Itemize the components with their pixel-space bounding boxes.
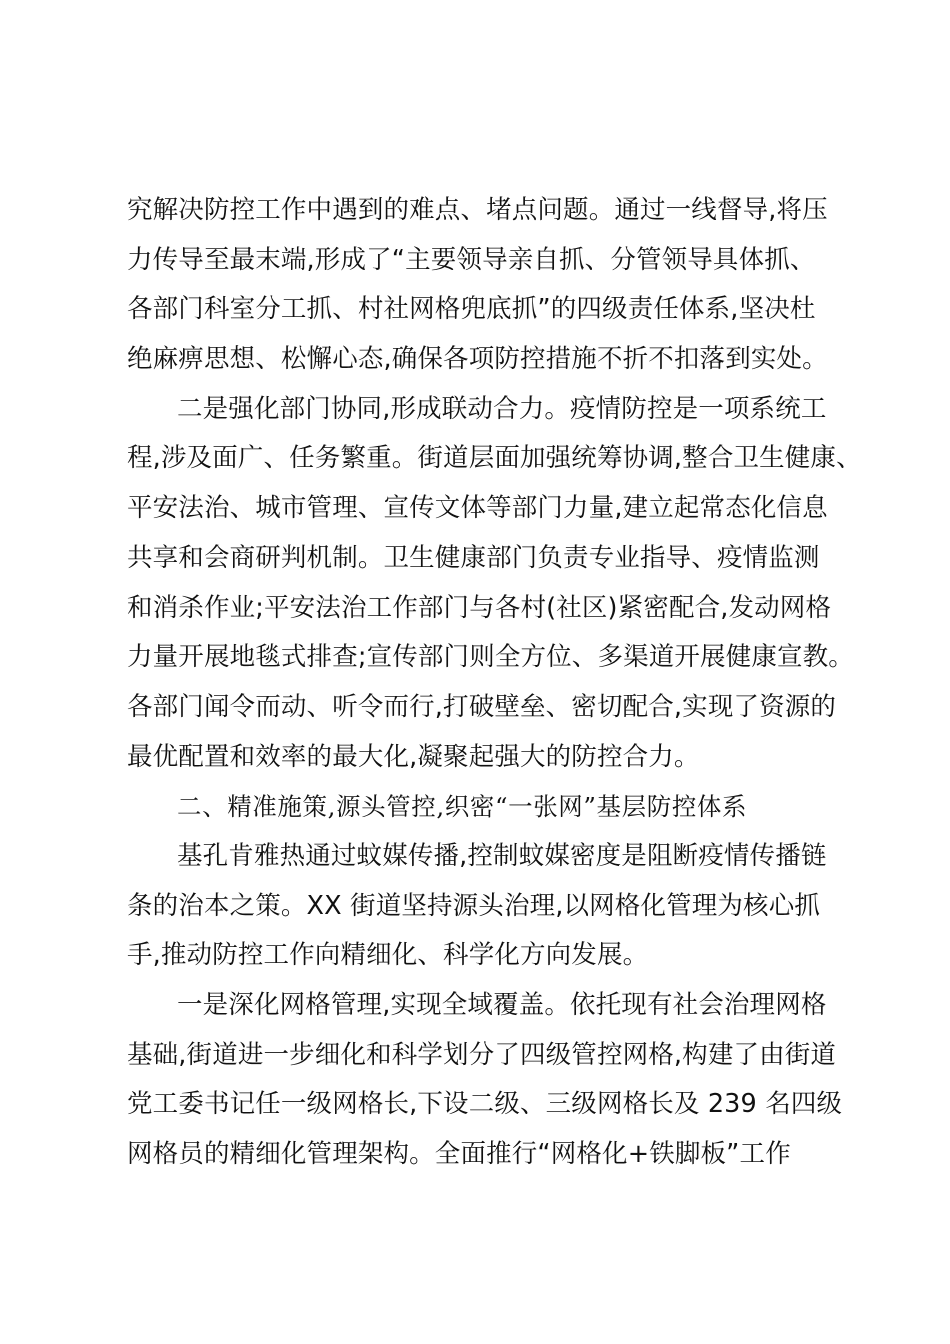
text-line: 手,推动防控工作向精细化、科学化方向发展。	[127, 940, 649, 971]
text-line: 究解决防控工作中遇到的难点、堵点问题。通过一线督导,将压	[127, 195, 828, 225]
text-line: 党工委书记任一级网格长,下设二级、三级网格长及 239 名四级	[127, 1089, 843, 1120]
text-line: 绝麻痹思想、松懈心态,确保各项防控措施不折不扣落到实处。	[127, 344, 828, 375]
section-heading: 二、精准施策,源头管控,织密“一张网”基层防控体系	[177, 792, 748, 822]
text-line: 最优配置和效率的最大化,凝聚起强大的防控合力。	[127, 741, 700, 772]
text-line: 力量开展地毯式排查;宣传部门则全方位、多渠道开展健康宣教。	[127, 642, 854, 673]
text-line: 基础,街道进一步细化和科学划分了四级管控网格,构建了由街道	[127, 1039, 837, 1070]
paragraph-first-line: 二是强化部门协同,形成联动合力。疫情防控是一项系统工	[177, 393, 827, 424]
text-line: 力传导至最末端,形成了“主要领导亲自抓、分管领导具体抓、	[127, 244, 816, 275]
text-line: 条的治本之策。XX 街道坚持源头治理,以网格化管理为核心抓	[127, 890, 821, 921]
text-line: 共享和会商研判机制。卫生健康部门负责专业指导、疫情监测	[127, 542, 820, 573]
text-line: 平安法治、城市管理、宣传文体等部门力量,建立起常态化信息	[127, 493, 828, 524]
text-line: 网格员的精细化管理架构。全面推行“网格化+铁脚板”工作	[127, 1139, 791, 1170]
text-line: 程,涉及面广、任务繁重。街道层面加强统筹协调,整合卫生健康、	[127, 443, 862, 474]
document-body	[127, 186, 862, 1180]
paragraph-first-line: 基孔肯雅热通过蚊媒传播,控制蚊媒密度是阻断疫情传播链	[177, 840, 827, 871]
text-line: 和消杀作业;平安法治工作部门与各村(社区)紧密配合,发动网格	[127, 592, 832, 623]
text-line: 各部门闻令而动、听令而行,打破壁垒、密切配合,实现了资源的	[127, 691, 837, 722]
paragraph-first-line: 一是深化网格管理,实现全域覆盖。依托现有社会治理网格	[177, 990, 827, 1020]
text-line: 各部门科室分工抓、村社网格兜底抓”的四级责任体系,坚决杜	[127, 294, 816, 325]
